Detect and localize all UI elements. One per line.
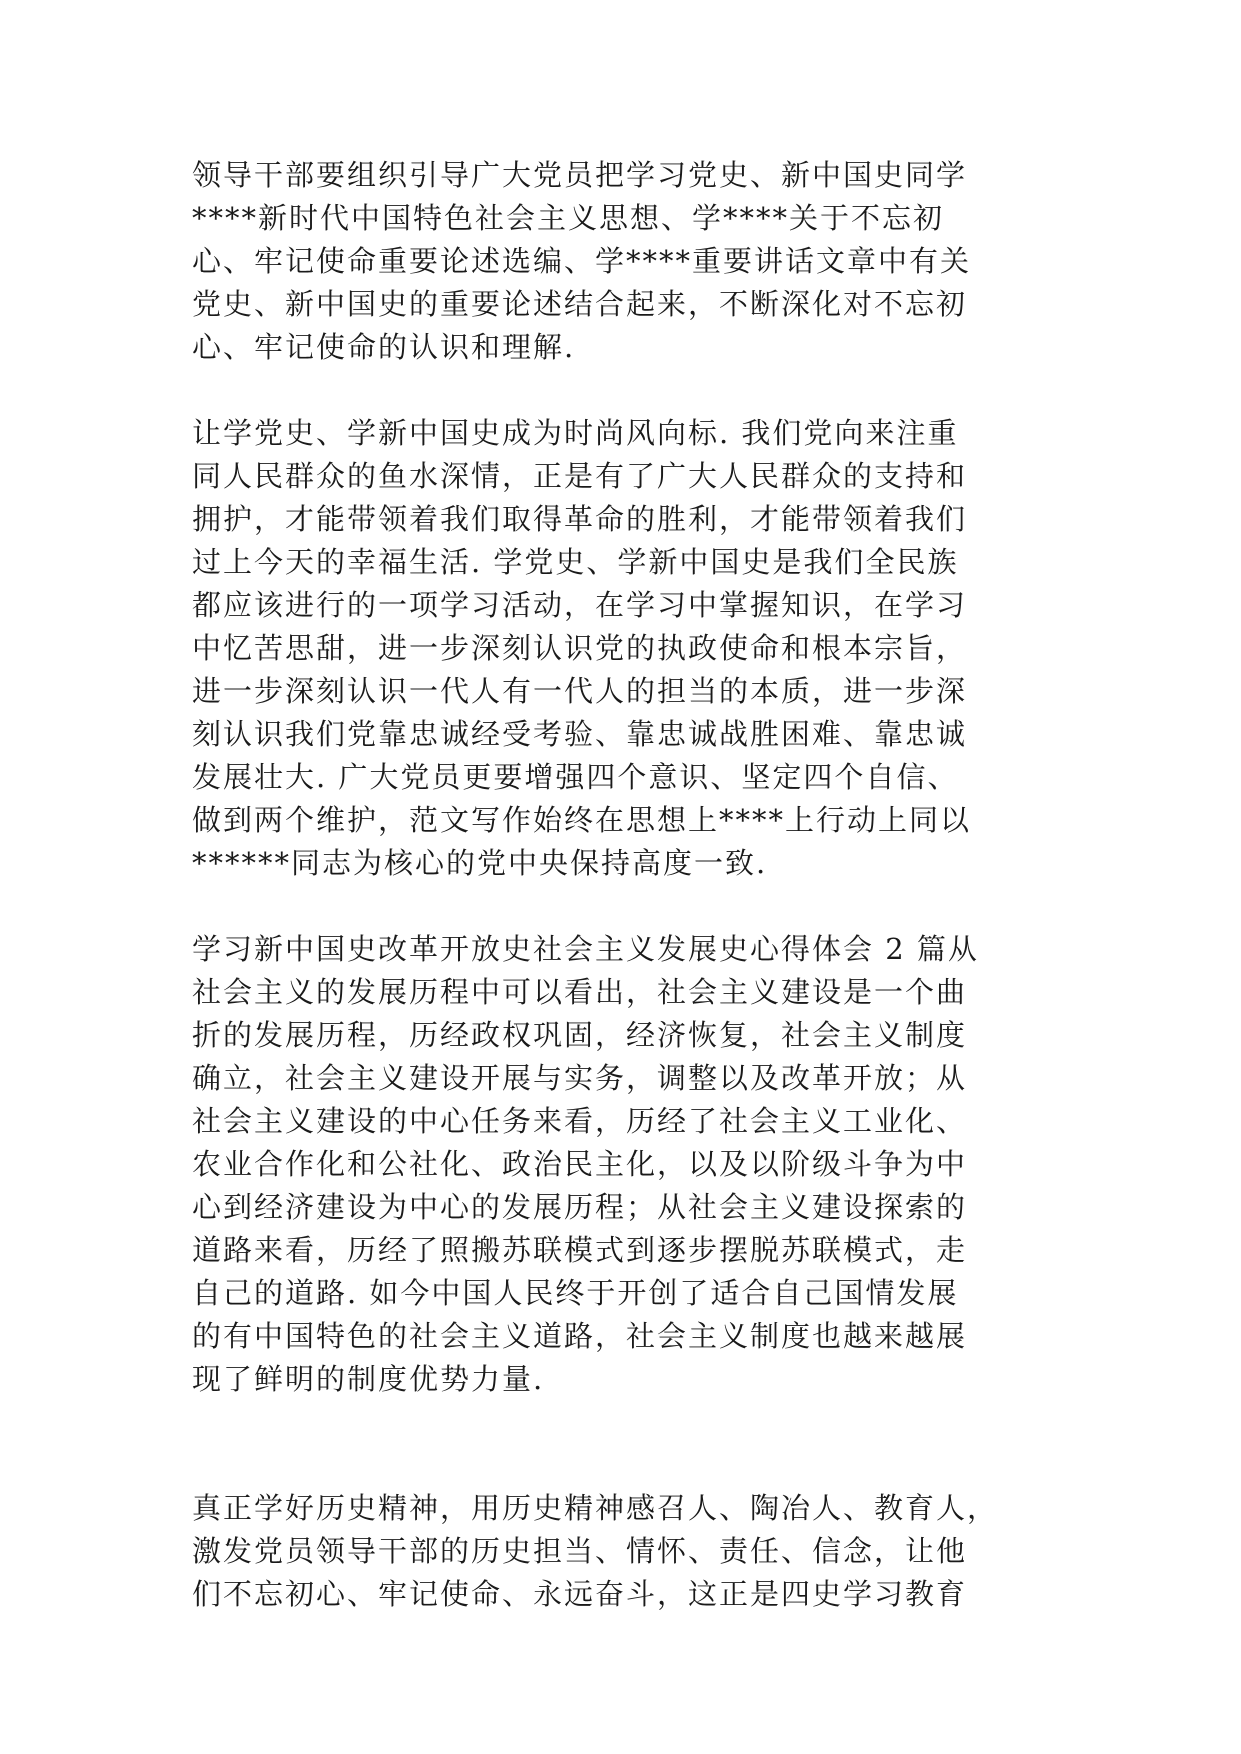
text-line: 拥护，才能带领着我们取得革命的胜利，才能带领着我们 xyxy=(192,502,968,536)
text-line: 社会主义的发展历程中可以看出，社会主义建设是一个曲 xyxy=(192,975,968,1009)
text-line: 真正学好历史精神，用历史精神感召人、陶冶人、教育人， xyxy=(192,1491,999,1525)
text-line: 心、牢记使命重要论述选编、学****重要讲话文章中有关 xyxy=(192,244,972,278)
text-line: 都应该进行的一项学习活动，在学习中掌握知识，在学习 xyxy=(192,588,968,622)
text-line: 社会主义建设的中心任务来看，历经了社会主义工业化、 xyxy=(192,1104,968,1138)
text-line: 党史、新中国史的重要论述结合起来，不断深化对不忘初 xyxy=(192,287,968,321)
paragraph-1 xyxy=(192,154,1052,369)
text-line: 刻认识我们党靠忠诚经受考验、靠忠诚战胜困难、靠忠诚 xyxy=(192,717,968,751)
text-line: 让学党史、学新中国史成为时尚风向标. 我们党向来注重 xyxy=(192,416,959,450)
text-line: 自己的道路. 如今中国人民终于开创了适合自己国情发展 xyxy=(192,1276,959,1310)
text-line: 进一步深刻认识一代人有一代人的担当的本质，进一步深 xyxy=(192,674,968,708)
paragraph-3 xyxy=(192,928,1052,1401)
text-line: 的有中国特色的社会主义道路，社会主义制度也越来越展 xyxy=(192,1319,968,1353)
text-line: 激发党员领导干部的历史担当、情怀、责任、信念，让他 xyxy=(192,1534,968,1568)
text-line: 学习新中国史改革开放史社会主义发展史心得体会 2 篇从 xyxy=(192,932,979,966)
text-line: 做到两个维护，范文写作始终在思想上****上行动上同以 xyxy=(192,803,972,837)
text-line: 过上今天的幸福生活. 学党史、学新中国史是我们全民族 xyxy=(192,545,959,579)
text-line: 现了鲜明的制度优势力量. xyxy=(192,1362,545,1396)
text-line: 们不忘初心、牢记使命、永远奋斗，这正是四史学习教育 xyxy=(192,1577,968,1611)
text-line: 中忆苦思甜，进一步深刻认识党的执政使命和根本宗旨， xyxy=(192,631,968,665)
text-line: 心到经济建设为中心的发展历程；从社会主义建设探索的 xyxy=(192,1190,968,1224)
text-line: 道路来看，历经了照搬苏联模式到逐步摆脱苏联模式，走 xyxy=(192,1233,968,1267)
text-line: 同人民群众的鱼水深情，正是有了广大人民群众的支持和 xyxy=(192,459,968,493)
text-line: ****新时代中国特色社会主义思想、学****关于不忘初 xyxy=(192,201,945,235)
text-line: 确立，社会主义建设开展与实务，调整以及改革开放；从 xyxy=(192,1061,968,1095)
text-line: 发展壮大. 广大党员更要增强四个意识、坚定四个自信、 xyxy=(192,760,959,794)
text-line: 领导干部要组织引导广大党员把学习党史、新中国史同学 xyxy=(192,158,968,192)
paragraph-4 xyxy=(192,1487,1052,1616)
text-line: 农业合作化和公社化、政治民主化，以及以阶级斗争为中 xyxy=(192,1147,968,1181)
text-line: 折的发展历程，历经政权巩固，经济恢复，社会主义制度 xyxy=(192,1018,968,1052)
text-line: 心、牢记使命的认识和理解. xyxy=(192,330,576,364)
paragraph-2 xyxy=(192,412,1052,885)
text-line: ******同志为核心的党中央保持高度一致. xyxy=(192,846,768,880)
